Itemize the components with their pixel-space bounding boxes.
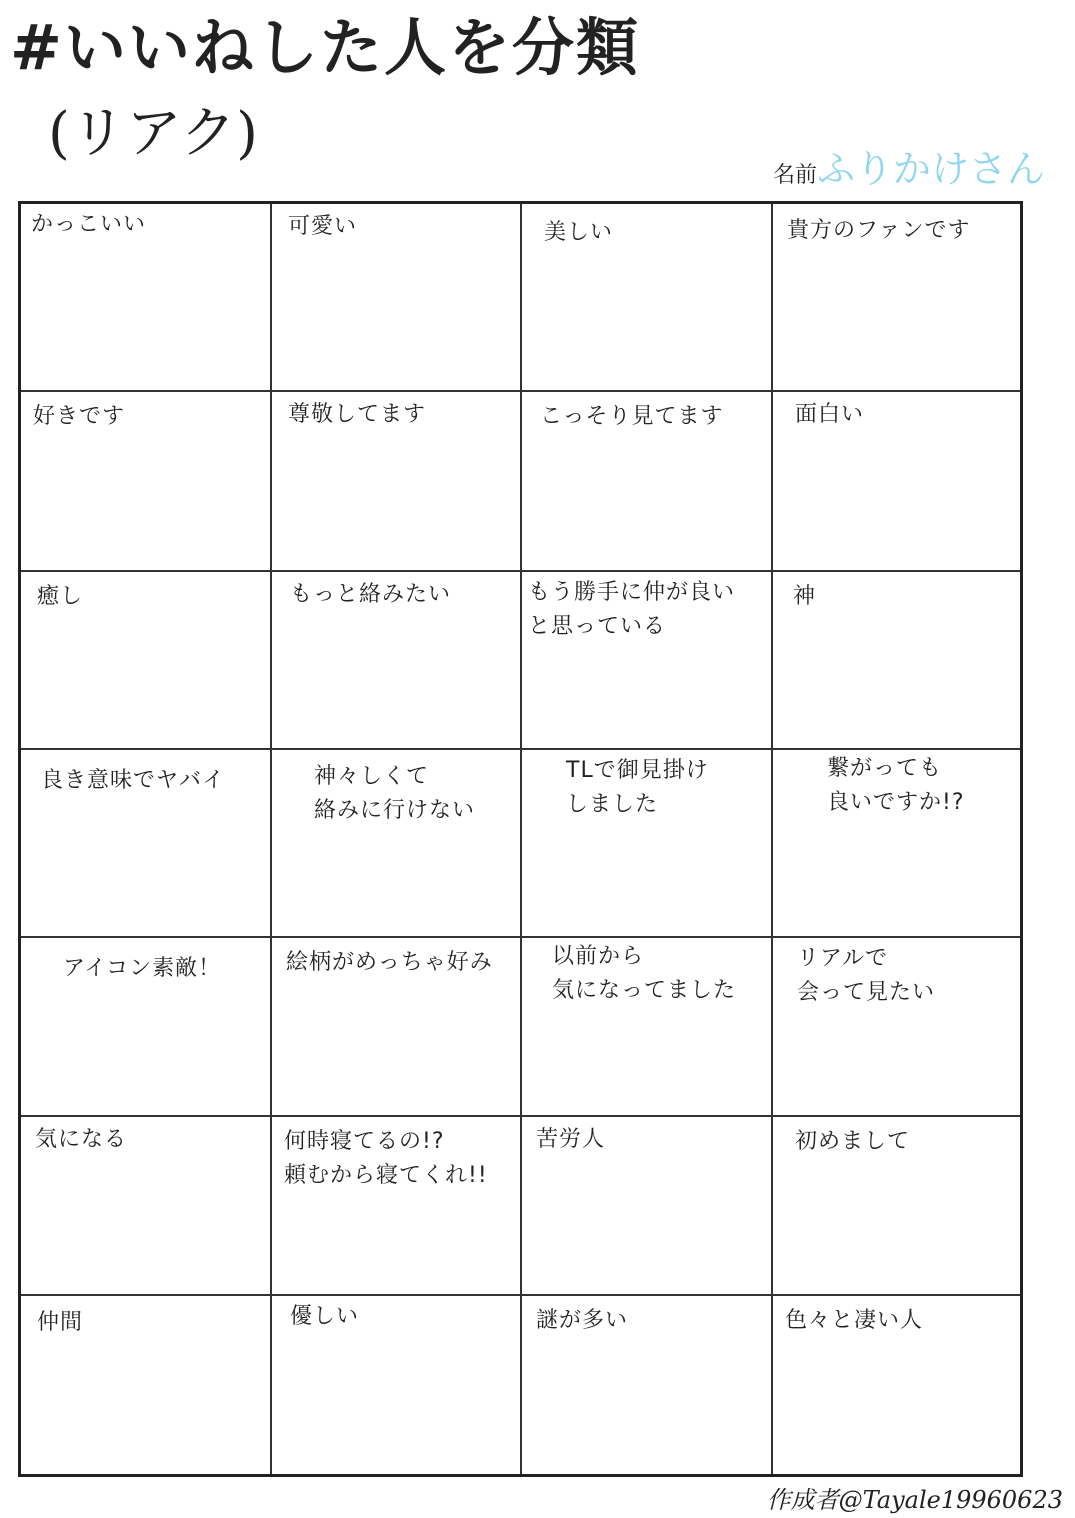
grid-cell	[272, 1117, 522, 1296]
grid-cell	[522, 1296, 773, 1474]
cell-label: 絵柄がめっちゃ好み	[286, 950, 493, 975]
cell-label: アイコン素敵！	[63, 956, 222, 981]
cell-label: 可愛い	[288, 214, 358, 239]
cell-label: 色々と凄い人	[785, 1308, 924, 1333]
grid-cell	[272, 204, 522, 392]
grid-cell	[773, 204, 1020, 392]
cell-label: 優しい	[290, 1304, 360, 1329]
grid-cell	[773, 572, 1020, 750]
cell-label: 好きです	[33, 404, 126, 429]
cell-label: 神	[793, 584, 817, 609]
page-subtitle: (リアク)	[48, 101, 259, 166]
name-block	[773, 138, 1045, 193]
grid-cell	[21, 1117, 272, 1296]
cell-label: 尊敬してます	[288, 402, 427, 427]
grid-cell	[773, 750, 1020, 938]
grid-cell	[21, 204, 272, 392]
cell-label: もっと絡みたい	[290, 582, 452, 607]
grid-cell	[773, 938, 1020, 1117]
cell-label: 謎が多い	[536, 1308, 629, 1333]
cell-label: 苦労人	[536, 1127, 606, 1152]
grid-cell	[21, 1296, 272, 1474]
author-credit: 作成者@Tayale19960623	[766, 1486, 1063, 1514]
grid-cell	[272, 572, 522, 750]
cell-label: リアルで 会って見たい	[797, 946, 936, 1005]
name-label: 名前	[773, 163, 818, 188]
grid-cell	[522, 1117, 773, 1296]
cell-label: TLで御見掛け しました	[566, 758, 709, 817]
cell-label: 貴方のファンです	[787, 218, 971, 243]
grid-cell	[773, 392, 1020, 572]
grid-cell	[522, 204, 773, 392]
cell-label: 神々しくて 絡みに行けない	[314, 764, 476, 823]
cell-label: 美しい	[544, 220, 614, 245]
grid-cell	[522, 750, 773, 938]
grid-cell	[272, 750, 522, 938]
cell-label: かっこいい	[31, 212, 147, 237]
cell-label: 気になる	[35, 1127, 128, 1152]
page-title: #いいねした人を分類	[10, 11, 640, 84]
grid-cell	[21, 392, 272, 572]
grid-cell	[272, 1296, 522, 1474]
cell-label: 良き意味でヤバイ	[41, 768, 226, 793]
grid-cell	[773, 1117, 1020, 1296]
cell-label: こっそり見てます	[540, 404, 724, 429]
grid-cell	[522, 392, 773, 572]
grid-cell	[21, 938, 272, 1117]
grid-cell	[773, 1296, 1020, 1474]
classification-grid	[18, 201, 1023, 1477]
cell-label: 癒し	[37, 584, 84, 609]
cell-label: もう勝手に仲が良い と思っている	[528, 580, 736, 639]
cell-label: 仲間	[37, 1310, 84, 1335]
grid-cell	[272, 938, 522, 1117]
cell-label: 以前から 気になってました	[552, 944, 737, 1003]
cell-label: 繋がっても 良いですか!?	[827, 756, 965, 815]
cell-label: 面白い	[795, 402, 865, 427]
grid-cell	[522, 938, 773, 1117]
grid-cell	[21, 572, 272, 750]
cell-label: 何時寝てるの!? 頼むから寝てくれ!!	[284, 1129, 488, 1188]
cell-label: 初めまして	[795, 1129, 911, 1154]
grid-cell	[272, 392, 522, 572]
grid-cell	[522, 572, 773, 750]
name-value: ふりかけさん	[817, 147, 1046, 191]
grid-cell	[21, 750, 272, 938]
